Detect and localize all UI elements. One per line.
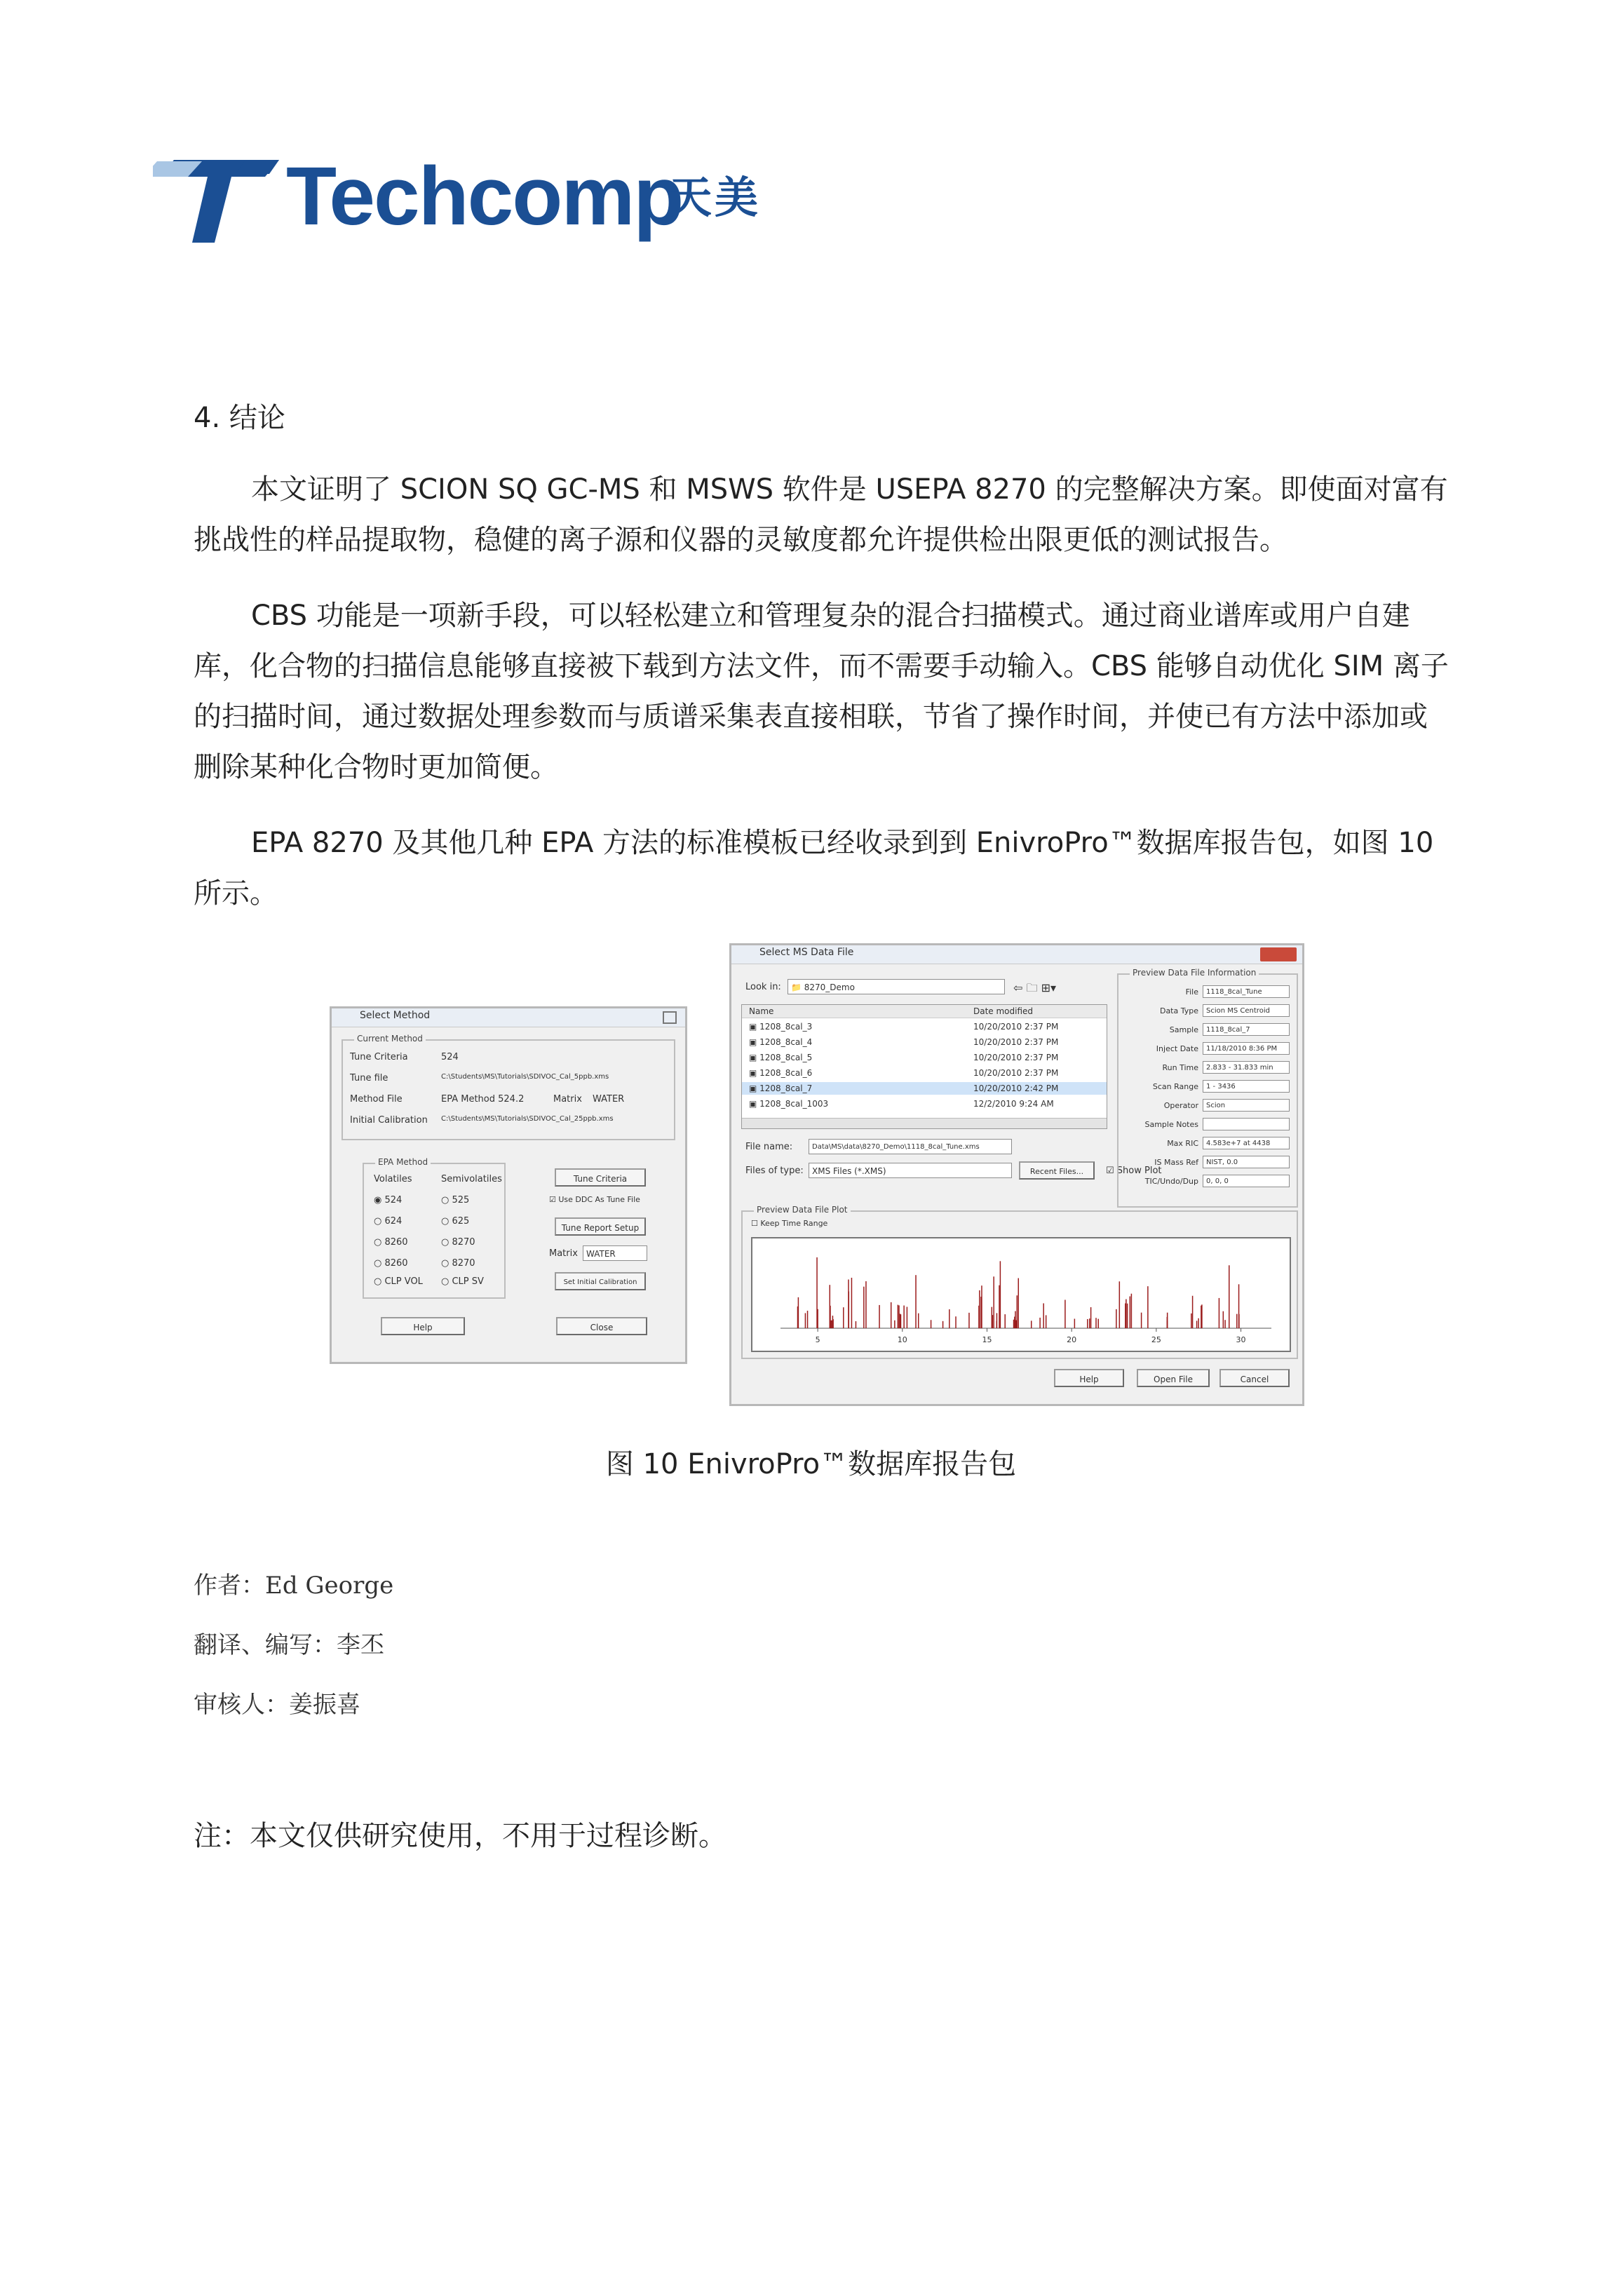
list-item[interactable]: ▣ 1208_8cal_7 10/20/2010 2:42 PM bbox=[742, 1082, 1107, 1095]
tune-criteria-button[interactable]: Tune Criteria bbox=[555, 1168, 646, 1187]
select-method-titlebar bbox=[332, 1008, 685, 1027]
info-label: Sample Notes bbox=[1144, 1120, 1198, 1129]
filetype-label: Files of type: bbox=[745, 1166, 804, 1176]
select-ms-data-file-titlebar bbox=[731, 945, 1302, 964]
info-label: Run Time bbox=[1162, 1063, 1198, 1072]
radio-volatile-2[interactable]: ○ 624 bbox=[374, 1216, 403, 1227]
select-ms-data-file-title: Select MS Data File bbox=[759, 947, 854, 958]
matrix-select-label: Matrix bbox=[549, 1248, 578, 1259]
method-file-value: EPA Method 524.2 bbox=[441, 1094, 525, 1105]
cancel-button[interactable]: Cancel bbox=[1219, 1369, 1290, 1387]
disclaimer-note: 注：本文仅供研究使用，不用于过程诊断。 bbox=[194, 1820, 726, 1852]
preview-plot-label: Preview Data File Plot bbox=[754, 1205, 851, 1215]
info-value: 11/18/2010 8:36 PM bbox=[1203, 1042, 1290, 1055]
select-method-window bbox=[330, 1006, 687, 1364]
paragraph-3: EPA 8270 及其他几种 EPA 方法的标准模板已经收录到到 EnivroPro™数据库报告包，如图 10 所示。 bbox=[194, 827, 1434, 910]
toolbar-icons[interactable]: ⇦ 🗀 ⊞▾ bbox=[1013, 981, 1057, 994]
radio-volatile-3[interactable]: ○ 8260 bbox=[374, 1237, 408, 1248]
radio-semivolatile-4[interactable]: ○ 8270 bbox=[441, 1258, 475, 1269]
radio-semivolatile-5[interactable]: ○ CLP SV bbox=[441, 1276, 484, 1287]
info-value bbox=[1203, 1118, 1290, 1130]
info-value: 1118_8cal_7 bbox=[1203, 1023, 1290, 1036]
epa-method-group bbox=[363, 1157, 506, 1299]
matrix-value: WATER bbox=[593, 1094, 625, 1105]
look-in-label: Look in: bbox=[745, 982, 781, 992]
preview-info-group bbox=[1117, 968, 1298, 1208]
paragraph-2: CBS 功能是一项新手段，可以轻松建立和管理复杂的混合扫描模式。通过商业谱库或用户自建库，化合物的扫描信息能够直接被下载到方法文件，而不需要手动输入。CBS 能够自动优化 SIM 离子的扫描时间，通过数据处理参数而与质谱采集表直接相联，节省了操作时间，并使已有方法中添加或删除某种化合物时更加简便。 bbox=[194, 600, 1449, 783]
translator-credit: 翻译、编写：李丕 bbox=[194, 1631, 384, 1659]
info-value: Scion bbox=[1203, 1099, 1290, 1112]
tune-criteria-value: 524 bbox=[441, 1052, 459, 1062]
help-button[interactable]: Help bbox=[381, 1317, 465, 1335]
x-tick-label: 25 bbox=[1151, 1335, 1161, 1344]
info-value: 1118_8cal_Tune bbox=[1203, 985, 1290, 998]
info-value: 4.583e+7 at 4438 bbox=[1203, 1137, 1290, 1149]
info-value: 2.833 - 31.833 min bbox=[1203, 1061, 1290, 1074]
radio-volatile-1[interactable]: ◉ 524 bbox=[374, 1195, 403, 1206]
info-label: Max RIC bbox=[1167, 1139, 1198, 1148]
list-item[interactable]: ▣ 1208_8cal_5 10/20/2010 2:37 PM bbox=[749, 1053, 1059, 1062]
info-value: NIST, 0.0 bbox=[1203, 1156, 1290, 1168]
paragraph-1: 本文证明了 SCION SQ GC-MS 和 MSWS 软件是 USEPA 8270 的完整解决方案。即使面对富有挑战性的样品提取物，稳健的离子源和仪器的灵敏度都允许提供检出限更低的测试报告。 bbox=[194, 473, 1448, 556]
filetype-select[interactable]: XMS Files (*.XMS) bbox=[809, 1163, 1012, 1178]
volatiles-label: Volatiles bbox=[374, 1174, 412, 1184]
x-tick-label: 10 bbox=[897, 1335, 907, 1344]
col-date-header[interactable]: Date modified bbox=[973, 1006, 1034, 1016]
preview-info-label: Preview Data File Information bbox=[1130, 968, 1259, 978]
preview-plot-group bbox=[741, 1205, 1298, 1359]
method-file-label: Method File bbox=[350, 1094, 403, 1105]
horizontal-scrollbar[interactable] bbox=[742, 1118, 1107, 1128]
info-label: IS Mass Ref bbox=[1154, 1158, 1198, 1167]
file-list[interactable] bbox=[741, 1004, 1107, 1129]
info-label: Inject Date bbox=[1156, 1044, 1198, 1053]
tune-report-setup-button[interactable]: Tune Report Setup bbox=[555, 1217, 646, 1236]
tune-file-label: Tune file bbox=[350, 1073, 388, 1083]
matrix-select[interactable]: WATER bbox=[583, 1245, 647, 1261]
radio-volatile-4[interactable]: ○ 8260 bbox=[374, 1258, 408, 1269]
epa-method-label: EPA Method bbox=[375, 1157, 431, 1167]
recent-files-button[interactable]: Recent Files... bbox=[1019, 1161, 1095, 1180]
x-tick-label: 20 bbox=[1067, 1335, 1077, 1344]
techcomp-logo bbox=[153, 147, 784, 245]
info-value: Scion MS Centroid bbox=[1203, 1004, 1290, 1017]
reviewer-credit: 审核人：姜振喜 bbox=[194, 1691, 360, 1719]
matrix-label: Matrix bbox=[553, 1094, 582, 1105]
figure-caption: 图 10 EnivroPro™数据库报告包 bbox=[605, 1448, 1017, 1480]
info-label: Scan Range bbox=[1152, 1082, 1198, 1091]
x-tick-label: 30 bbox=[1236, 1335, 1246, 1344]
info-label: Data Type bbox=[1159, 1006, 1198, 1015]
list-item[interactable]: ▣ 1208_8cal_4 10/20/2010 2:37 PM bbox=[749, 1037, 1059, 1047]
chromatogram-plot bbox=[751, 1237, 1291, 1352]
current-method-group bbox=[342, 1034, 675, 1140]
tune-criteria-label: Tune Criteria bbox=[350, 1052, 408, 1062]
close-button[interactable]: Close bbox=[556, 1317, 647, 1335]
window-close-icon[interactable] bbox=[663, 1011, 677, 1024]
keep-time-range-checkbox[interactable]: ☐ Keep Time Range bbox=[751, 1219, 828, 1228]
info-value: 0, 0, 0 bbox=[1203, 1175, 1290, 1187]
initial-calibration-value: C:\Students\MS\Tutorials\SDIVOC_Cal_25ppb.xms bbox=[441, 1115, 614, 1123]
list-item[interactable]: ▣ 1208_8cal_6 10/20/2010 2:37 PM bbox=[749, 1068, 1059, 1078]
list-item[interactable]: ▣ 1208_8cal_3 10/20/2010 2:37 PM bbox=[749, 1022, 1059, 1032]
look-in-select[interactable]: 📁 8270_Demo bbox=[788, 979, 1005, 994]
window-close-icon[interactable] bbox=[1260, 947, 1297, 961]
filename-label: File name: bbox=[745, 1142, 793, 1152]
current-method-label: Current Method bbox=[354, 1034, 426, 1044]
select-method-title: Select Method bbox=[360, 1010, 431, 1021]
radio-semivolatile-2[interactable]: ○ 625 bbox=[441, 1216, 470, 1227]
author-credit: 作者：Ed George bbox=[194, 1572, 394, 1600]
radio-volatile-5[interactable]: ○ CLP VOL bbox=[374, 1276, 423, 1287]
radio-semivolatile-3[interactable]: ○ 8270 bbox=[441, 1237, 475, 1248]
select-ms-data-file-window bbox=[729, 943, 1304, 1406]
col-name-header[interactable]: Name bbox=[749, 1006, 774, 1016]
filename-input[interactable]: Data\MS\data\8270_Demo\1118_8cal_Tune.xms bbox=[809, 1139, 1012, 1154]
open-file-button[interactable]: Open File bbox=[1137, 1369, 1210, 1387]
radio-semivolatile-1[interactable]: ○ 525 bbox=[441, 1195, 470, 1206]
info-value: 1 - 3436 bbox=[1203, 1080, 1290, 1093]
info-label: Sample bbox=[1169, 1025, 1198, 1034]
x-tick-label: 15 bbox=[982, 1335, 992, 1344]
tune-file-value: C:\Students\MS\Tutorials\SDIVOC_Cal_5ppb.xms bbox=[441, 1073, 609, 1081]
section-heading: 4. 结论 bbox=[194, 402, 285, 434]
semivolatiles-label: Semivolatiles bbox=[441, 1174, 502, 1184]
info-label: File bbox=[1185, 987, 1198, 997]
initial-calibration-label: Initial Calibration bbox=[350, 1115, 428, 1126]
file-list-header bbox=[742, 1005, 1107, 1018]
info-label: TIC/Undo/Dup bbox=[1144, 1177, 1198, 1186]
help-button[interactable]: Help bbox=[1054, 1369, 1124, 1387]
chromatogram-svg bbox=[752, 1238, 1287, 1348]
info-label: Operator bbox=[1163, 1101, 1198, 1110]
use-ddc-checkbox[interactable]: ☑ Use DDC As Tune File bbox=[549, 1195, 640, 1204]
show-plot-checkbox[interactable]: ☑ Show Plot bbox=[1106, 1166, 1162, 1176]
logo-brand-chinese: 天美 bbox=[668, 172, 762, 223]
x-tick-label: 5 bbox=[815, 1335, 820, 1344]
list-item[interactable]: ▣ 1208_8cal_1003 12/2/2010 9:24 AM bbox=[749, 1099, 1054, 1109]
logo-brand-text: Techcomp bbox=[286, 150, 683, 243]
set-initial-calibration-button[interactable]: Set Initial Calibration bbox=[555, 1272, 646, 1290]
techcomp-mark-icon bbox=[153, 153, 286, 244]
